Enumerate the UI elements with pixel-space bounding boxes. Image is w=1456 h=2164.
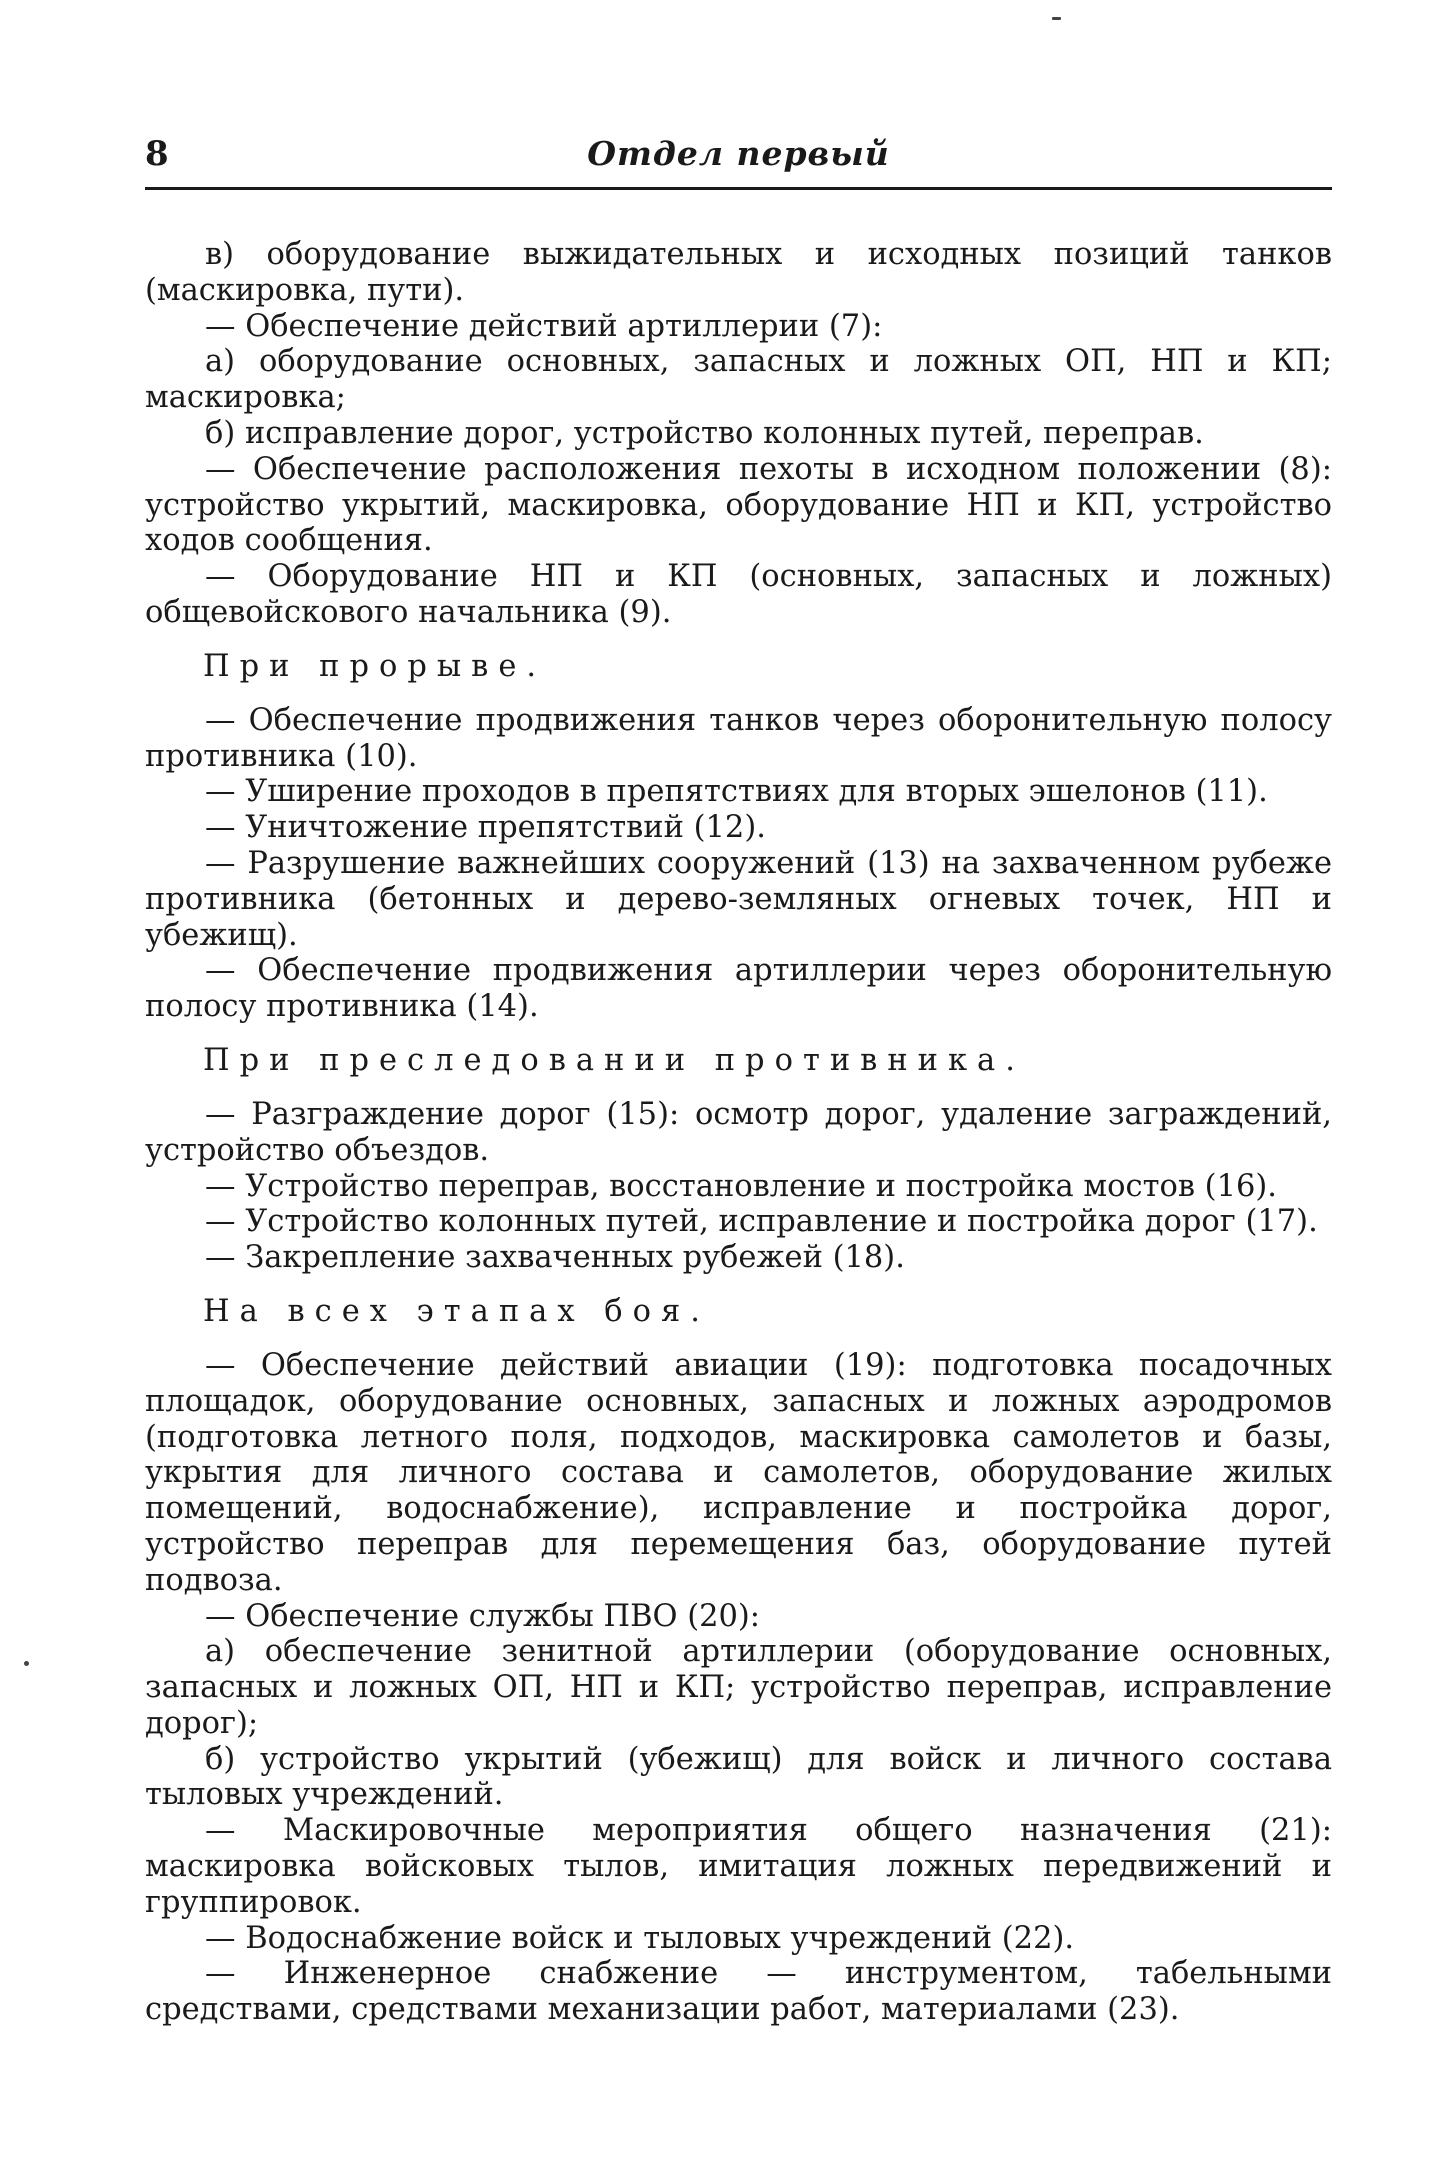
paragraph: — Водоснабжение войск и тыловых учреждений (22). bbox=[205, 1920, 1075, 1956]
paragraph: — Обеспечение расположения пехоты в исходном положении (8): устройство укрытий, маскировка, оборудование НП и КП, устройство ходов сообщения. bbox=[145, 451, 1332, 559]
paragraph: — Обеспечение действий авиации (19): подготовка посадочных площадок, оборудование основных, запасных и ложных аэродромов (подготовка летного поля, подходов, маскировка самолетов и базы, укрытия для личного состава и самолетов, оборудование жилых помещений, водоснабжение), исправление и постройка дорог, устройство переправ для перемещения баз, оборудование путей подвоза. bbox=[145, 1347, 1332, 1598]
paragraph: в) оборудование выжидательных и исходных позиций танков (маскировка, пути). bbox=[145, 237, 1332, 308]
paragraph: — Обеспечение продвижения танков через оборонительную полосу противника (10). bbox=[145, 702, 1332, 774]
book-page bbox=[145, 128, 1332, 2028]
paragraph: — Разрушение важнейших сооружений (13) на захваченном рубеже противника (бетонных и дерево-земляных огневых точек, НП и убежищ). bbox=[145, 845, 1332, 953]
paragraph: — Обеспечение службы ПВО (20): bbox=[205, 1598, 761, 1634]
paragraph: — Маскировочные мероприятия общего назначения (21): маскировка войсковых тылов, имитация ложных передвижений и группировок. bbox=[145, 1813, 1332, 1920]
paragraph: — Уничтожение препятствий (12). bbox=[205, 810, 766, 846]
section-heading: При прорыве. bbox=[203, 648, 547, 684]
paragraph: — Уширение проходов в препятствиях для вторых эшелонов (11). bbox=[205, 774, 1268, 810]
scan-speck bbox=[1052, 17, 1061, 20]
paragraph: а) обеспечение зенитной артиллерии (оборудование основных, запасных и ложных ОП, НП и КП; устройство переправ, исправление дорог); bbox=[145, 1634, 1332, 1741]
paragraph: — Обеспечение действий артиллерии (7): bbox=[205, 308, 883, 344]
paragraph: а) оборудование основных, запасных и ложных ОП, НП и КП; маскировка; bbox=[145, 344, 1332, 416]
running-head: Отдел первый bbox=[587, 134, 890, 173]
paragraph: — Закрепление захваченных рубежей (18). bbox=[205, 1240, 905, 1276]
scan-speck bbox=[24, 1661, 29, 1666]
paragraph: — Оборудование НП и КП (основных, запасных и ложных) общевойскового начальника (9). bbox=[145, 559, 1332, 630]
paragraph: — Устройство переправ, восстановление и постройка мостов (16). bbox=[205, 1168, 1277, 1204]
header-rule bbox=[145, 187, 1332, 190]
paragraph: б) устройство укрытий (убежищ) для войск и личного состава тыловых учреждений. bbox=[145, 1741, 1332, 1813]
page-header bbox=[145, 128, 1332, 186]
page-number: 8 bbox=[145, 134, 169, 174]
paragraph: б) исправление дорог, устройство колонных путей, переправ. bbox=[205, 415, 1204, 451]
section-heading: При преследовании противника. bbox=[203, 1042, 1025, 1078]
section-heading: На всех этапах боя. bbox=[203, 1293, 710, 1329]
paragraph: — Инженерное снабжение — инструментом, табельными средствами, средствами механизации работ, материалами (23). bbox=[145, 1956, 1332, 2028]
paragraph: — Разграждение дорог (15): осмотр дорог, удаление заграждений, устройство объездов. bbox=[145, 1096, 1332, 1168]
paragraph: — Устройство колонных путей, исправление и постройка дорог (17). bbox=[205, 1204, 1318, 1240]
body-text bbox=[145, 237, 1332, 2028]
paragraph: — Обеспечение продвижения артиллерии через оборонительную полосу противника (14). bbox=[145, 953, 1332, 1025]
